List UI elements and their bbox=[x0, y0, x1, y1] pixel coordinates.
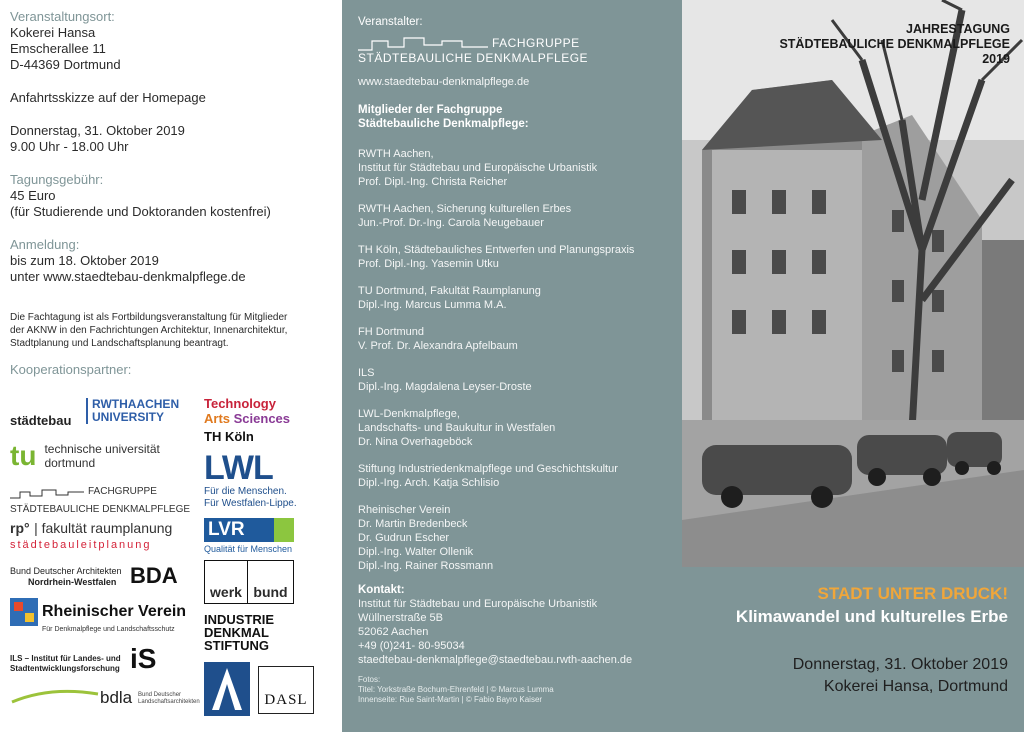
website-link[interactable]: www.staedtebau-denkmalpflege.de bbox=[358, 76, 530, 88]
bdla-swoosh-icon bbox=[10, 686, 100, 706]
member-line: Jun.-Prof. Dr.-Ing. Carola Neugebauer bbox=[358, 217, 544, 229]
rv-name: Rheinischer Verein bbox=[42, 603, 187, 620]
rv-subtitle: Für Denkmalpflege und Landschaftsschutz bbox=[42, 626, 175, 633]
venue-line: Emscherallee 11 bbox=[10, 41, 106, 56]
header-line: JAHRESTAGUNG bbox=[906, 22, 1010, 36]
conference-subtitle: Klimawandel und kulturelles Erbe bbox=[735, 607, 1008, 626]
bdla-mark: bdla bbox=[100, 688, 133, 707]
members-heading: Mitglieder der Fachgruppe bbox=[358, 104, 503, 116]
member-entry bbox=[358, 407, 666, 449]
member-line: LWL-Denkmalpflege, bbox=[358, 408, 460, 420]
rp-logo bbox=[10, 520, 172, 551]
fachgruppe-line: FACHGRUPPE bbox=[492, 36, 580, 50]
lvr-subtitle: Qualität für Menschen bbox=[204, 544, 293, 554]
member-line: Dipl.-Ing. Arch. Katja Schlisio bbox=[358, 477, 500, 489]
fachgruppe-line: STÄDTEBAULICHE DENKMALPFLEGE bbox=[10, 504, 191, 515]
conference-header bbox=[779, 22, 1010, 67]
industriedenkmal-logo bbox=[204, 613, 274, 652]
header-line: STÄDTEBAULICHE DENKMALPFLEGE bbox=[779, 37, 1010, 51]
member-entry bbox=[358, 243, 666, 271]
right-panel bbox=[682, 0, 1024, 732]
idst-line: INDUSTRIE bbox=[204, 612, 275, 627]
member-line: FH Dortmund bbox=[358, 326, 425, 338]
cover-photo bbox=[682, 0, 1024, 567]
conference-date: Donnerstag, 31. Oktober 2019 bbox=[792, 656, 1008, 673]
fachgruppe-logo-small bbox=[10, 486, 190, 515]
middle-panel bbox=[342, 0, 682, 732]
member-line: V. Prof. Dr. Alexandra Apfelbaum bbox=[358, 340, 518, 352]
rp-text: | fakultät raumplanung bbox=[34, 520, 173, 536]
note-line: der AKNW in den Fachrichtungen Architektur, Innenarchitektur, bbox=[10, 325, 288, 336]
member-line: Dipl.-Ing. Walter Ollenik bbox=[358, 546, 474, 558]
organizer-label: Veranstalter: bbox=[358, 16, 423, 28]
lwl-line: Für die Menschen. bbox=[204, 486, 287, 497]
idst-line: DENKMAL bbox=[204, 625, 269, 640]
members-heading: Städtebauliche Denkmalpflege: bbox=[358, 118, 529, 130]
th-koeln-line: Technology bbox=[204, 396, 276, 411]
partners-label: Kooperationspartner: bbox=[10, 362, 132, 377]
rwth-logo bbox=[86, 398, 186, 424]
contact-label: Kontakt: bbox=[358, 584, 405, 596]
event-time: 9.00 Uhr - 18.00 Uhr bbox=[10, 139, 129, 154]
photo-label: Fotos: bbox=[358, 675, 381, 684]
bund-box: bund bbox=[248, 560, 294, 604]
tu-dortmund-logo bbox=[10, 441, 160, 471]
th-koeln-name: TH Köln bbox=[204, 429, 254, 444]
member-line: Institut für Städtebau und Europäische Urbanistik bbox=[358, 162, 598, 174]
registration-line: unter www.staedtebau-denkmalpflege.de bbox=[10, 269, 246, 284]
lvr-logo bbox=[204, 518, 294, 554]
member-line: ILS bbox=[358, 367, 375, 379]
member-line: Dr. Gudrun Escher bbox=[358, 532, 450, 544]
ils-mark: iS bbox=[130, 643, 157, 674]
member-line: Dr. Nina Overhageböck bbox=[358, 436, 473, 448]
registration-line: bis zum 18. Oktober 2019 bbox=[10, 253, 159, 268]
werkbund-logo bbox=[204, 560, 294, 604]
conference-place: Kokerei Hansa, Dortmund bbox=[823, 678, 1008, 695]
stiftung-a-logo bbox=[204, 662, 250, 716]
header-line: 2019 bbox=[982, 52, 1010, 66]
member-line: Rheinischer Verein bbox=[358, 504, 451, 516]
photo-credit: Titel: Yorkstraße Bochum-Ehrenfeld | © Marcus Lumma bbox=[358, 685, 554, 694]
bdla-line: Landschaftsarchitekten bbox=[138, 699, 200, 705]
member-line: Prof. Dipl.-Ing. Christa Reicher bbox=[358, 176, 508, 188]
rv-emblem-icon bbox=[10, 598, 38, 626]
member-line: TH Köln, Städtebauliches Entwerfen und Planungspraxis bbox=[358, 244, 635, 256]
rwth-logo-line: UNIVERSITY bbox=[92, 410, 165, 424]
member-entry bbox=[358, 462, 666, 490]
staedtebauleitplanung-text: städtebauleitplanung bbox=[10, 539, 152, 551]
werk-box: werk bbox=[204, 560, 248, 604]
photo-credit: Innenseite: Rue Saint-Martin | © Fabio Bayro Kaiser bbox=[358, 695, 543, 704]
member-line: Prof. Dipl.-Ing. Yasemin Utku bbox=[358, 258, 499, 270]
skyline-icon bbox=[10, 489, 84, 499]
member-entry bbox=[358, 202, 666, 230]
member-entry bbox=[358, 147, 666, 189]
lwl-logo bbox=[204, 449, 297, 510]
idst-line: STIFTUNG bbox=[204, 638, 269, 653]
street-photo-illustration bbox=[682, 0, 1024, 567]
member-line: Dipl.-Ing. Rainer Rossmann bbox=[358, 560, 494, 572]
lvr-mark: LVR bbox=[208, 519, 245, 540]
fee-line: (für Studierende und Doktoranden kostenfrei) bbox=[10, 204, 271, 219]
rwth-logo-line: RWTHAACHEN bbox=[92, 397, 180, 411]
th-koeln-arts: Arts bbox=[204, 411, 231, 426]
venue-line: Kokerei Hansa bbox=[10, 25, 96, 40]
member-line: Dr. Martin Bredenbeck bbox=[358, 518, 468, 530]
member-line: RWTH Aachen, bbox=[358, 148, 434, 160]
event-date: Donnerstag, 31. Oktober 2019 bbox=[10, 123, 185, 138]
contact-email[interactable]: staedtebau-denkmalpflege@staedtebau.rwth-aachen.de bbox=[358, 654, 633, 666]
lwl-line: Für Westfalen-Lippe. bbox=[204, 498, 297, 509]
dasl-mark: DASL bbox=[264, 692, 308, 708]
bdla-line: Bund Deutscher bbox=[138, 692, 182, 698]
staedtebau-logo: städtebau bbox=[10, 413, 72, 428]
ils-logo bbox=[10, 654, 121, 674]
venue-label: Veranstaltungsort: bbox=[10, 9, 115, 24]
member-entry bbox=[358, 325, 666, 353]
ils-line: Stadtentwicklungsforschung bbox=[10, 664, 120, 673]
tu-line: dortmund bbox=[44, 456, 96, 470]
tu-line: technische universität bbox=[44, 442, 160, 456]
lwl-mark: LWL bbox=[204, 449, 273, 487]
member-entry bbox=[358, 503, 666, 573]
fee-label: Tagungsgebühr: bbox=[10, 172, 104, 187]
th-koeln-sciences: Sciences bbox=[233, 411, 291, 426]
member-line: Landschafts- und Baukultur in Westfalen bbox=[358, 422, 556, 434]
dasl-logo bbox=[258, 666, 314, 714]
rp-mark: rp° bbox=[10, 520, 30, 536]
title-box bbox=[682, 567, 1024, 732]
note-line: Stadtplanung und Landschaftsplanung beantragt. bbox=[10, 338, 229, 349]
bda-mark: BDA bbox=[130, 563, 178, 588]
bdla-logo bbox=[10, 686, 200, 711]
fachgruppe-line: FACHGRUPPE bbox=[88, 486, 157, 497]
left-panel bbox=[0, 0, 342, 732]
contact-phone: +49 (0)241- 80-95034 bbox=[358, 640, 465, 652]
bda-line: Nordrhein-Westfalen bbox=[28, 577, 117, 587]
a-mark-icon bbox=[204, 662, 250, 716]
fachgruppe-logo bbox=[358, 37, 666, 71]
rheinischer-verein-logo bbox=[10, 598, 186, 633]
bda-logo bbox=[10, 566, 122, 588]
skyline-icon bbox=[358, 37, 488, 51]
directions-text: Anfahrtsskizze auf der Homepage bbox=[10, 90, 206, 105]
member-entry bbox=[358, 284, 666, 312]
ils-line: ILS – Institut für Landes- und bbox=[10, 654, 121, 663]
note-line: Die Fachtagung ist als Fortbildungsveranstaltung für Mitglieder bbox=[10, 312, 288, 323]
contact-line: Institut für Städtebau und Europäische Urbanistik bbox=[358, 598, 598, 610]
member-entry bbox=[358, 366, 666, 394]
fee-line: 45 Euro bbox=[10, 188, 56, 203]
member-line: RWTH Aachen, Sicherung kulturellen Erbes bbox=[358, 203, 572, 215]
contact-line: Wüllnerstraße 5B bbox=[358, 612, 443, 624]
member-line: Dipl.-Ing. Magdalena Leyser-Droste bbox=[358, 381, 532, 393]
member-line: Stiftung Industriedenkmalpflege und Geschichtskultur bbox=[358, 463, 618, 475]
member-line: Dipl.-Ing. Marcus Lumma M.A. bbox=[358, 299, 507, 311]
tu-mark: tu bbox=[10, 440, 37, 471]
lvr-accent-icon bbox=[274, 518, 294, 542]
registration-label: Anmeldung: bbox=[10, 237, 80, 252]
member-line: TU Dortmund, Fakultät Raumplanung bbox=[358, 285, 541, 297]
contact-line: 52062 Aachen bbox=[358, 626, 429, 638]
fachgruppe-line: STÄDTEBAULICHE DENKMALPFLEGE bbox=[358, 51, 589, 65]
th-koeln-logo bbox=[204, 396, 290, 444]
venue-line: D-44369 Dortmund bbox=[10, 57, 121, 72]
bda-line: Bund Deutscher Architekten bbox=[10, 566, 122, 576]
conference-title: STADT UNTER DRUCK! bbox=[817, 584, 1008, 603]
